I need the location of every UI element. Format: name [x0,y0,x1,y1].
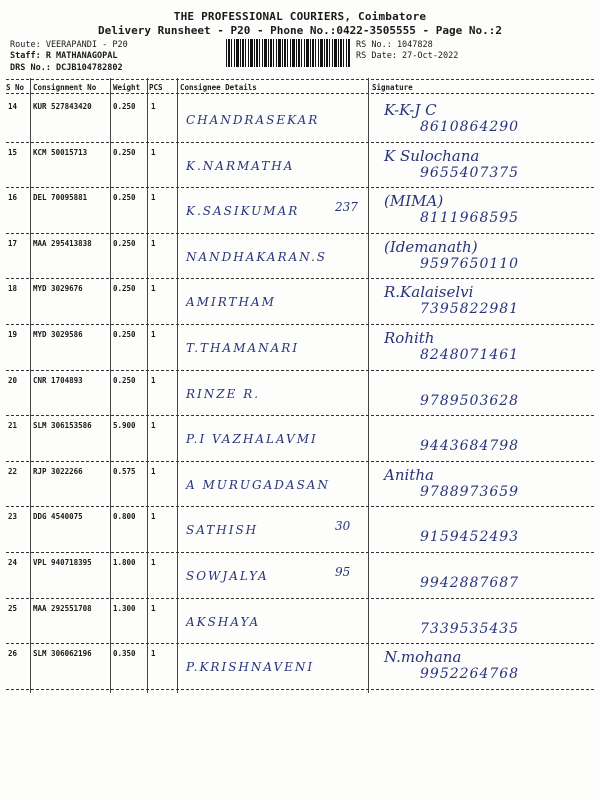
consignee-handwriting: AKSHAYA [186,614,261,629]
row-pcs: 1 [151,330,156,339]
row-sno: 21 [8,421,18,431]
consignee-handwriting: A MURUGADASAN [186,477,330,492]
consignee-handwriting: P.KRISHNAVENI [186,660,315,675]
col-signature: Signature [372,83,413,92]
row-pcs: 1 [151,375,156,385]
row-weight: 0.250 [113,330,136,339]
consignee-note: 95 [335,565,351,579]
row-consignment: VPL 940718395 [33,558,92,567]
column-rule [368,78,369,693]
signature-handwriting: R.Kalaiselvi [384,283,474,302]
row-pcs: 1 [151,512,156,522]
row-weight: 1.300 [113,603,136,613]
row-weight: 0.250 [113,238,136,248]
consignee-handwriting: K.SASIKUMAR [186,204,300,219]
column-rule [30,78,31,693]
row-sno: 16 [8,193,18,203]
consignee-handwriting: T.THAMANARI [186,341,300,355]
column-rule [147,78,148,693]
row-consignment: MAA 295413838 [33,238,92,248]
row-divider [6,461,594,462]
phone-handwriting: 9952264768 [420,666,520,683]
row-weight: 0.250 [113,284,136,294]
document-subtitle: Delivery Runsheet - P20 - Phone No.:0422-3505555 - Page No.:2 [98,24,502,37]
phone-handwriting: 7339535435 [420,620,520,637]
consignee-handwriting: AMIRTHAM [186,295,276,310]
consignee-handwriting: K.NARMATHA [186,158,295,173]
row-divider [6,689,594,690]
barcode-image [226,39,350,67]
phone-handwriting: 8610864290 [420,119,520,135]
signature-handwriting: Anitha [384,465,434,484]
row-pcs: 1 [151,147,156,157]
row-sno: 15 [8,147,18,157]
drs-number: DRS No.: DCJB104782802 [10,63,123,73]
row-consignment: SLM 306153586 [33,421,92,431]
phone-handwriting: 9655407375 [420,164,520,181]
row-pcs: 1 [151,558,156,567]
row-weight: 0.250 [113,102,136,111]
signature-handwriting: (MIMA) [384,192,444,211]
row-sno: 26 [8,649,18,659]
document-title: THE PROFESSIONAL COURIERS, Coimbatore [173,10,427,23]
row-pcs: 1 [151,466,156,476]
signature-handwriting: Rohith [384,329,435,347]
row-weight: 1.800 [113,558,136,567]
row-consignment: MYD 3029586 [33,330,83,339]
row-sno: 23 [8,512,18,522]
phone-handwriting: 9159452493 [420,529,520,546]
row-sno: 24 [8,558,18,567]
row-sno: 18 [8,284,18,294]
phone-handwriting: 9443684798 [420,438,520,455]
row-divider [6,370,594,371]
phone-handwriting: 8111968595 [420,210,520,227]
row-divider [6,233,594,234]
consignee-handwriting: NANDHAKARAN.S [186,249,328,264]
row-divider [6,506,594,507]
row-pcs: 1 [151,649,156,659]
row-weight: 0.250 [113,193,136,203]
consignee-handwriting: RINZE R. [186,386,261,401]
phone-handwriting: 8248071461 [420,347,520,363]
col-weight: Weight [113,83,141,92]
header-divider-bottom [6,93,594,94]
signature-handwriting: (Idemanath) [384,237,478,256]
consignee-note: 30 [335,519,351,534]
row-sno: 19 [8,330,18,339]
signature-handwriting: K Sulochana [384,146,480,165]
row-divider [6,278,594,279]
consignee-note: 237 [335,200,358,215]
rs-number: RS No.: 1047828 [356,40,433,50]
row-consignment: CNR 1704893 [33,375,83,385]
header-divider [6,79,594,80]
rs-date: RS Date: 27-Oct-2022 [356,51,459,61]
phone-handwriting: 9788973659 [420,483,520,500]
row-sno: 22 [8,466,18,476]
row-consignment: DEL 70095881 [33,193,88,203]
column-rule [110,78,111,693]
consignee-handwriting: SATHISH [186,523,259,538]
row-consignment: SLM 306062196 [33,649,92,659]
row-weight: 0.800 [113,512,136,522]
row-divider [6,643,594,644]
row-consignment: KCM 50015713 [33,147,88,157]
phone-handwriting: 9789503628 [420,392,520,409]
row-sno: 14 [8,102,18,111]
row-sno: 25 [8,603,18,613]
row-divider [6,142,594,143]
col-consignment: Consignment No [33,83,97,92]
route-label: Route: VEERAPANDI - P20 [10,40,128,50]
row-divider [6,598,594,599]
consignee-handwriting: P.I VAZHALAVMI [186,432,318,447]
phone-handwriting: 7395822981 [420,301,520,318]
row-pcs: 1 [151,603,156,613]
col-consignee: Consignee Details [180,83,257,92]
staff-label: Staff: R MATHANAGOPAL [10,51,118,61]
row-consignment: MAA 292551708 [33,603,92,613]
col-sno: S No [6,83,25,92]
signature-handwriting: N.mohana [384,648,462,667]
row-sno: 20 [8,375,18,385]
row-divider [6,324,594,325]
column-rule [177,78,178,693]
phone-handwriting: 9597650110 [420,255,520,272]
row-pcs: 1 [151,421,156,431]
row-weight: 0.250 [113,375,136,385]
row-pcs: 1 [151,284,156,294]
row-pcs: 1 [151,238,156,248]
phone-handwriting: 9942887687 [420,575,520,591]
row-divider [6,415,594,416]
row-sno: 17 [8,238,18,248]
row-weight: 0.350 [113,649,136,659]
row-pcs: 1 [151,193,156,203]
consignee-handwriting: CHANDRASEKAR [186,113,320,127]
row-consignment: MYD 3029676 [33,284,83,294]
row-divider [6,552,594,553]
col-pcs: PCS [149,83,163,92]
row-consignment: DDG 4540075 [33,512,83,522]
row-weight: 0.250 [113,147,136,157]
row-weight: 5.900 [113,421,136,431]
signature-handwriting: K-K-J C [384,101,437,119]
row-pcs: 1 [151,102,156,111]
consignee-handwriting: SOWJALYA [186,569,269,583]
row-consignment: KUR 527843420 [33,102,92,111]
row-consignment: RJP 3022266 [33,466,83,476]
row-divider [6,187,594,188]
row-weight: 0.575 [113,466,136,476]
